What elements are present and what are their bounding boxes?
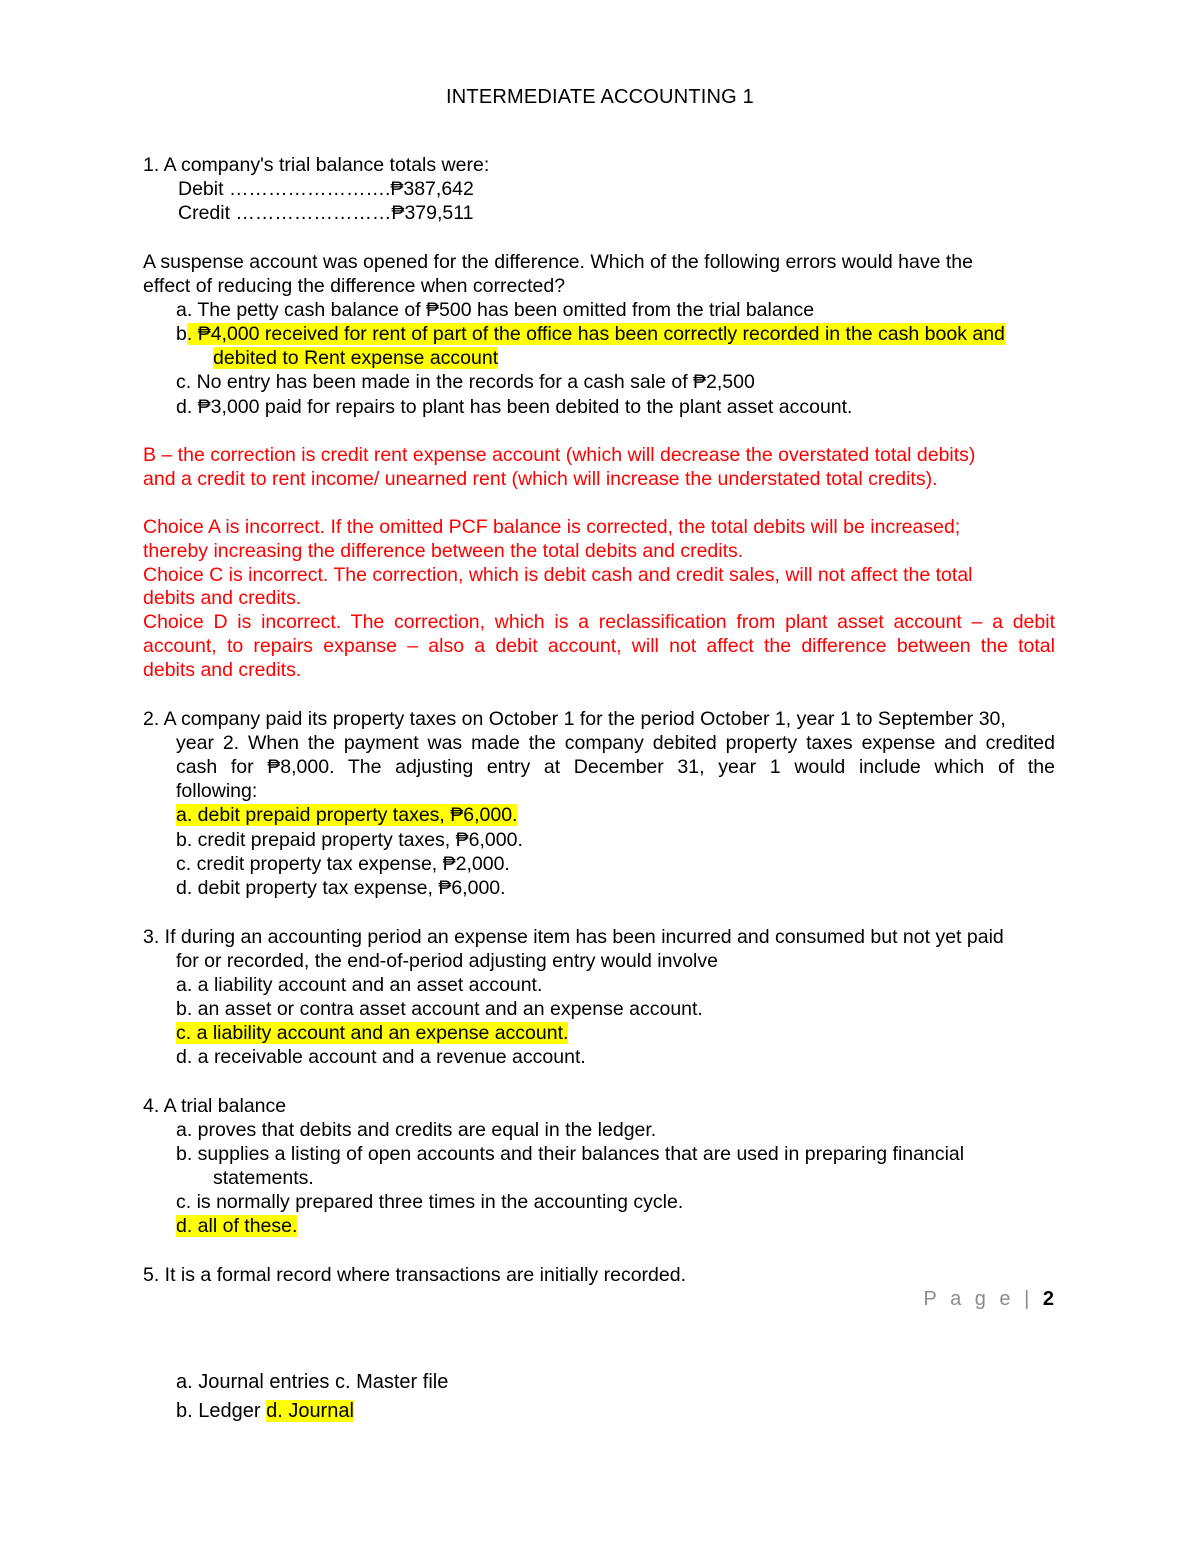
q1-option-b-answer-highlight: . ₱4,000 received for rent of part of the office has been correctly recorded in the cash book and bbox=[186, 323, 1005, 345]
q4-option-b-line2: statements. bbox=[213, 1167, 314, 1189]
q1-option-b-answer-highlight-cont: debited to Rent expense account bbox=[213, 347, 499, 369]
q5-option-d-answer-highlight: d. Journal bbox=[266, 1400, 354, 1422]
q5-options-line2 bbox=[176, 1399, 354, 1423]
q3-stem-line2: for or recorded, the end-of-period adjusting entry would involve bbox=[176, 950, 718, 972]
q2-option-d: d. debit property tax expense, ₱6,000. bbox=[176, 877, 506, 899]
q1-option-a: a. The petty cash balance of ₱500 has been omitted from the trial balance bbox=[176, 299, 815, 321]
q3-option-a: a. a liability account and an asset account. bbox=[176, 974, 543, 996]
q5-stem: 5. It is a formal record where transactions are initially recorded. bbox=[143, 1264, 686, 1286]
q3-option-d: d. a receivable account and a revenue account. bbox=[176, 1046, 586, 1068]
q1-explanation-line6: debits and credits. bbox=[143, 587, 302, 609]
q5-options-line1: a. Journal entries c. Master file bbox=[176, 1371, 449, 1393]
q1-explanation-line8: account, to repairs expanse – also a debit account, will not affect the difference between the total bbox=[143, 635, 1055, 657]
q1-explanation-line4: thereby increasing the difference between the total debits and credits. bbox=[143, 540, 744, 562]
q2-option-a bbox=[176, 803, 517, 827]
q3-option-b: b. an asset or contra asset account and an expense account. bbox=[176, 998, 703, 1020]
q3-stem-line1: 3. If during an accounting period an expense item has been incurred and consumed but not yet paid bbox=[143, 926, 1004, 948]
q4-option-a: a. proves that debits and credits are equal in the ledger. bbox=[176, 1119, 657, 1141]
q1-debit-total: Debit …………………….₱387,642 bbox=[178, 178, 474, 200]
q4-option-c: c. is normally prepared three times in the accounting cycle. bbox=[176, 1191, 684, 1213]
q2-stem-line1: 2. A company paid its property taxes on October 1 for the period October 1, year 1 to September 30, bbox=[143, 708, 1006, 730]
q2-stem-line3: cash for ₱8,000. The adjusting entry at December 31, year 1 would include which of the bbox=[176, 756, 1055, 778]
q2-option-c: c. credit property tax expense, ₱2,000. bbox=[176, 853, 510, 875]
q5-option-b: b. Ledger bbox=[176, 1400, 261, 1422]
q1-explanation-line9: debits and credits. bbox=[143, 659, 302, 681]
q3-option-c bbox=[176, 1021, 568, 1045]
q1-para-line2: effect of reducing the difference when corrected? bbox=[143, 275, 566, 297]
page-footer bbox=[924, 1288, 1054, 1311]
document-title: INTERMEDIATE ACCOUNTING 1 bbox=[446, 86, 754, 108]
q1-stem: 1. A company's trial balance totals were: bbox=[143, 154, 490, 176]
q1-option-c: c. No entry has been made in the records for a cash sale of ₱2,500 bbox=[176, 371, 755, 393]
q1-option-b-line2 bbox=[213, 346, 498, 370]
q1-credit-total: Credit ……………………₱379,511 bbox=[178, 202, 474, 224]
q2-option-b: b. credit prepaid property taxes, ₱6,000. bbox=[176, 829, 523, 851]
q3-option-c-answer-highlight: c. a liability account and an expense account. bbox=[176, 1022, 569, 1044]
q1-option-d: d. ₱3,000 paid for repairs to plant has been debited to the plant asset account. bbox=[176, 396, 853, 418]
q1-option-b-prefix: b bbox=[176, 323, 187, 345]
q1-explanation-line2: and a credit to rent income/ unearned rent (which will increase the understated total credits). bbox=[143, 468, 938, 490]
q1-explanation-line1: B – the correction is credit rent expense account (which will decrease the overstated total debits) bbox=[143, 444, 976, 466]
q2-stem-line4: following: bbox=[176, 780, 258, 802]
page-number: 2 bbox=[1042, 1288, 1054, 1310]
q4-option-d-answer-highlight: d. all of these. bbox=[176, 1215, 298, 1237]
q4-option-d bbox=[176, 1214, 297, 1238]
q1-option-b-line1 bbox=[176, 322, 1005, 346]
q1-explanation-line7: Choice D is incorrect. The correction, which is a reclassification from plant asset account – a debit bbox=[143, 611, 1055, 633]
q1-para-line1: A suspense account was opened for the difference. Which of the following errors would have the bbox=[143, 251, 973, 273]
q4-option-b-line1: b. supplies a listing of open accounts and their balances that are used in preparing financial bbox=[176, 1143, 965, 1165]
q1-explanation-line3: Choice A is incorrect. If the omitted PCF balance is corrected, the total debits will be increased; bbox=[143, 516, 961, 538]
q2-stem-line2: year 2. When the payment was made the company debited property taxes expense and credited bbox=[176, 732, 1055, 754]
page-label: P a g e | bbox=[923, 1288, 1034, 1310]
q1-explanation-line5: Choice C is incorrect. The correction, which is debit cash and credit sales, will not affect the total bbox=[143, 564, 973, 586]
q2-option-a-answer-highlight: a. debit prepaid property taxes, ₱6,000. bbox=[176, 804, 518, 826]
q4-stem: 4. A trial balance bbox=[143, 1095, 287, 1117]
